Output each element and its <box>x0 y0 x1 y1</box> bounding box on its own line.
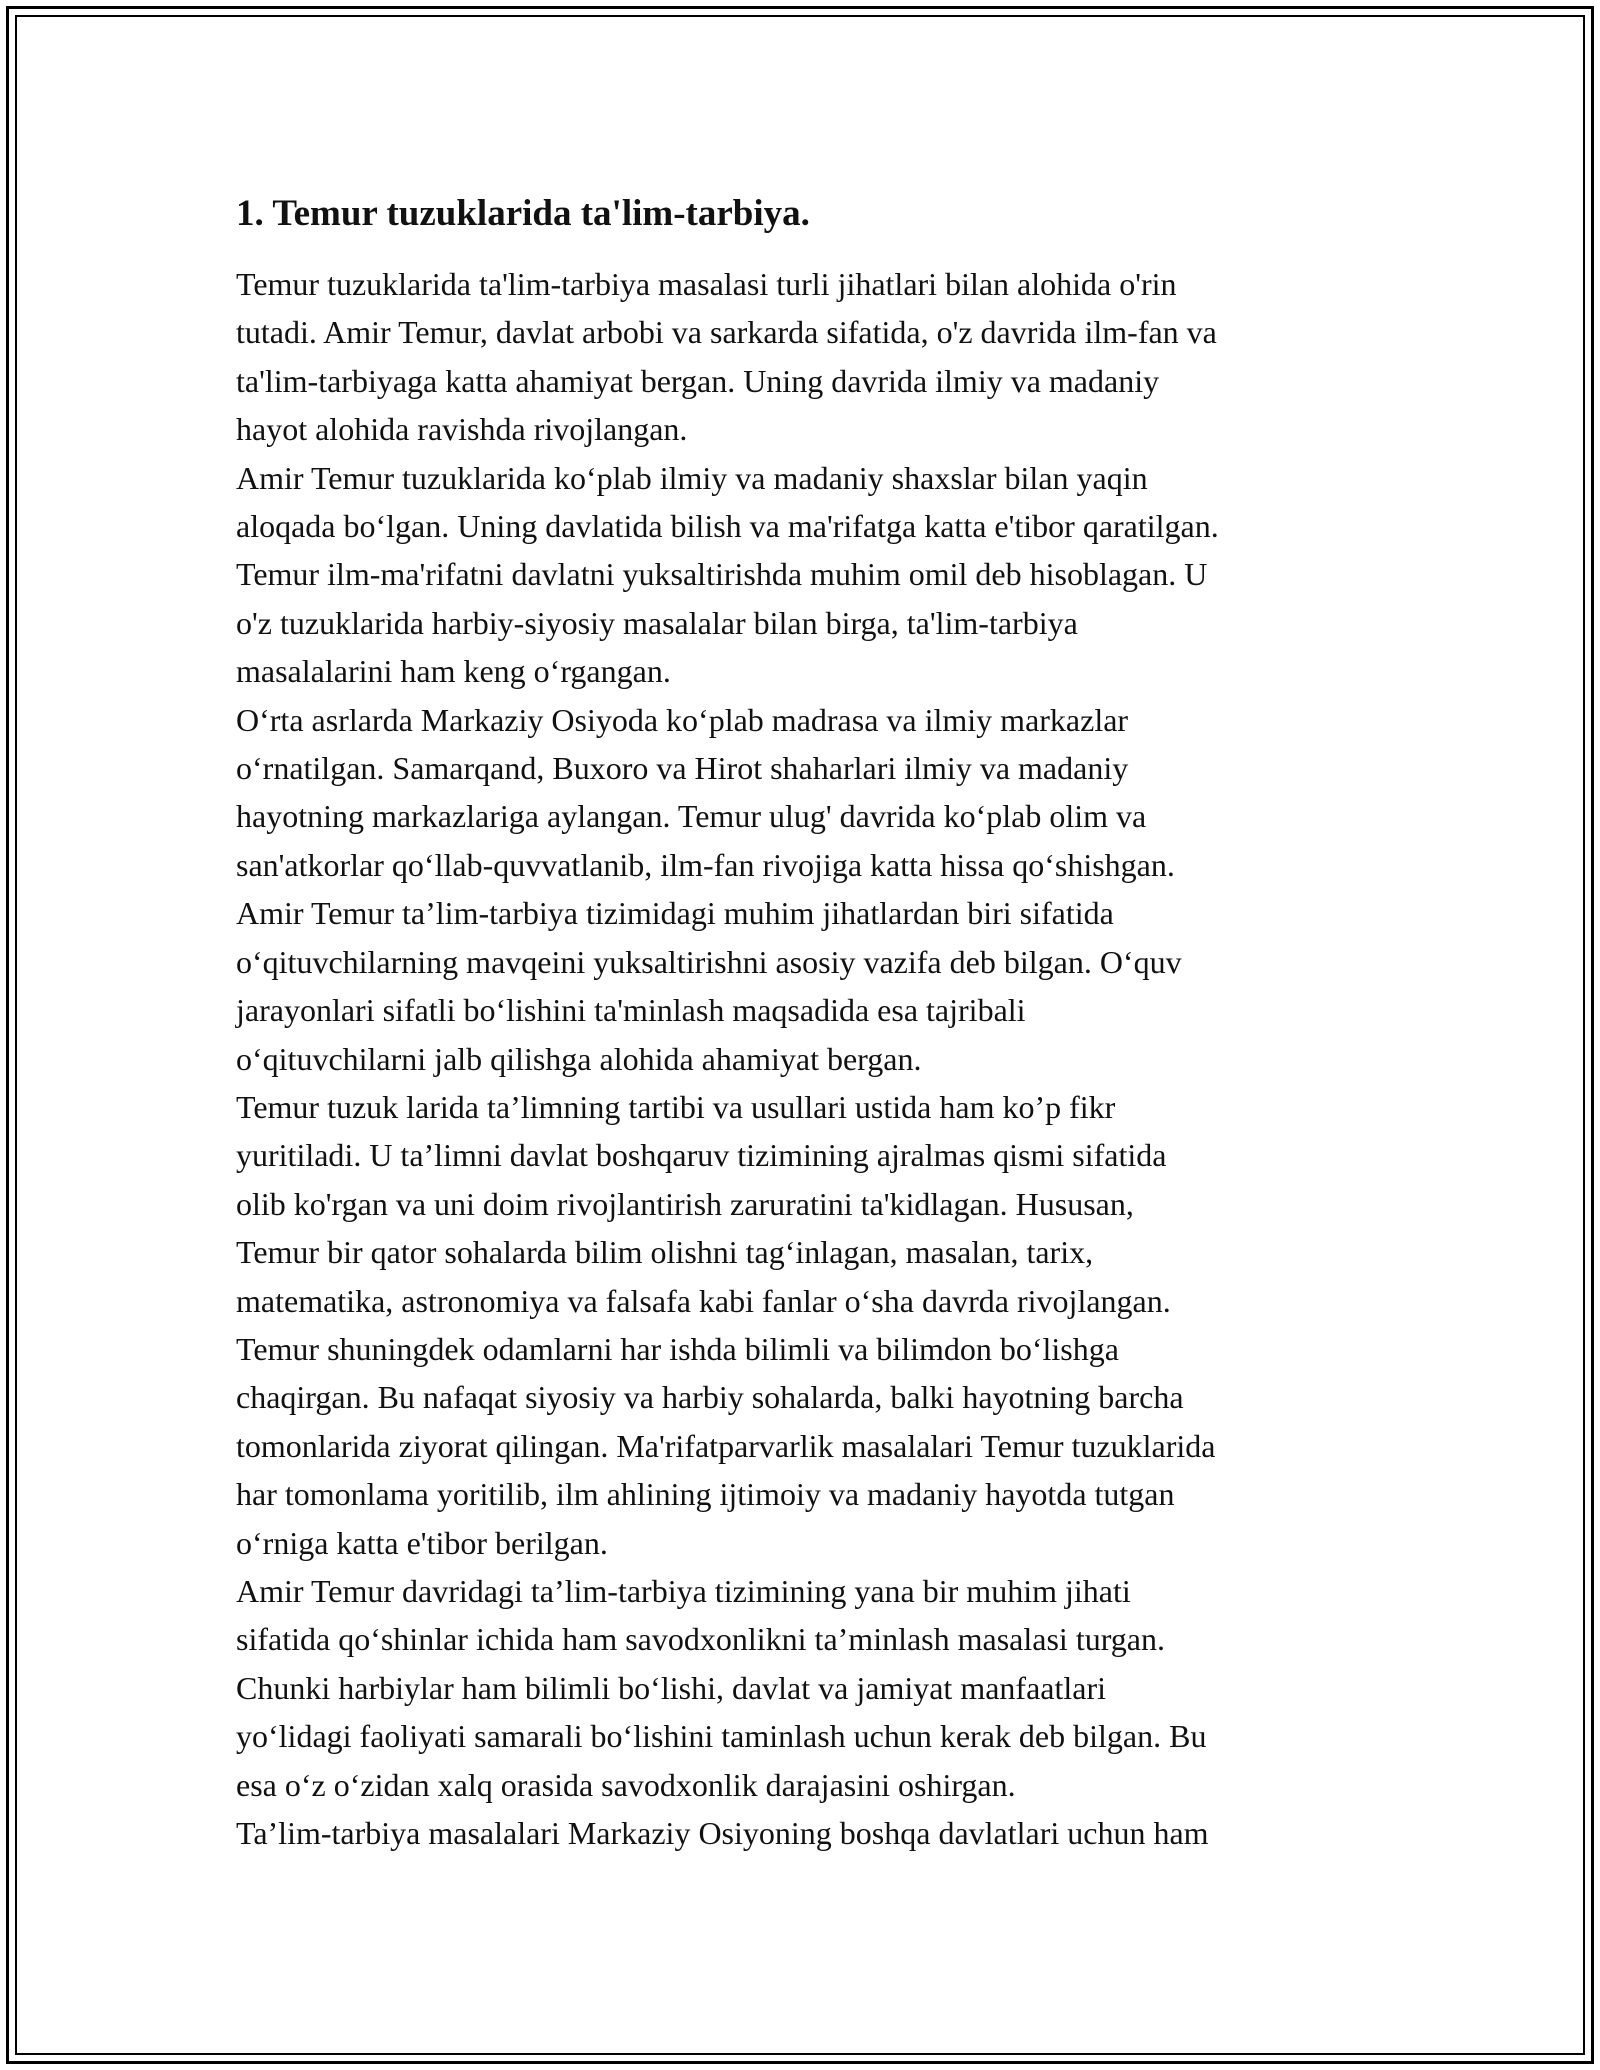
text-line: sifatida qo‘shinlar ichida ham savodxonlikni ta’minlash masalasi turgan. <box>236 1621 1165 1658</box>
text-line: masalalarini ham keng o‘rgangan. <box>236 653 671 690</box>
text-line: o‘qituvchilarning mavqeini yuksaltirishni asosiy vazifa deb bilgan. O‘quv <box>236 943 1182 980</box>
text-line: Ta’lim-tarbiya masalalari Markaziy Osiyoning boshqa davlatlari uchun ham <box>236 1815 1209 1851</box>
text-line: san'atkorlar qo‘llab-quvvatlanib, ilm-fan rivojiga katta hissa qo‘shishgan. <box>236 846 1175 883</box>
text-line: hayot alohida ravishda rivojlangan. <box>236 411 688 448</box>
text-line: hayotning markazlariga aylangan. Temur ulug' davrida ko‘plab olim va <box>236 798 1147 835</box>
text-line: tomonlarida ziyorat qilingan. Ma'rifatparvarlik masalalari Temur tuzuklarida <box>236 1427 1216 1464</box>
document-title: 1. Temur tuzuklarida ta'lim-tarbiya. <box>236 193 810 234</box>
text-line: Amir Temur tuzuklarida ko‘plab ilmiy va madaniy shaxslar bilan yaqin <box>236 459 1148 496</box>
text-line: Temur tuzuk larida ta’limning tartibi va usullari ustida ham ko’p fikr <box>236 1088 1116 1125</box>
text-line: O‘rta asrlarda Markaziy Osiyoda ko‘plab madrasa va ilmiy markazlar <box>236 701 1129 738</box>
text-line: yuritiladi. U ta’limni davlat boshqaruv tizimining ajralmas qismi sifatida <box>236 1137 1167 1174</box>
text-line: chaqirgan. Bu nafaqat siyosiy va harbiy sohalarda, balki hayotning barcha <box>236 1379 1184 1416</box>
text-line: Temur ilm-ma'rifatni davlatni yuksaltirishda muhim omil deb hisoblagan. U <box>236 556 1208 593</box>
text-line: har tomonlama yoritilib, ilm ahlining ijtimoiy va madaniy hayotda tutgan <box>236 1476 1175 1513</box>
text-line: o'z tuzuklarida harbiy-siyosiy masalalar bilan birga, ta'lim-tarbiya <box>236 604 1078 641</box>
text-line: Temur bir qator sohalarda bilim olishni tag‘inlagan, masalan, tarix, <box>236 1234 1094 1271</box>
text-line: o‘rnatilgan. Samarqand, Buxoro va Hirot shaharlari ilmiy va madaniy <box>236 750 1129 787</box>
text-line: jarayonlari sifatli bo‘lishini ta'minlash maqsadida esa tajribali <box>236 992 1026 1029</box>
text-line: Chunki harbiylar ham bilimli bo‘lishi, davlat va jamiyat manfaatlari <box>236 1669 1106 1706</box>
document-content <box>236 186 1376 1857</box>
text-line: Temur shuningdek odamlarni har ishda bilimli va bilimdon bo‘lishga <box>236 1330 1119 1367</box>
document-body <box>236 260 1376 1857</box>
text-line: tutadi. Amir Temur, davlat arbobi va sarkarda sifatida, o'z davrida ilm-fan va <box>236 314 1217 351</box>
text-line: esa o‘z o‘zidan xalq orasida savodxonlik darajasini oshirgan. <box>236 1766 1016 1803</box>
text-line: Temur tuzuklarida ta'lim-tarbiya masalasi turli jihatlari bilan alohida o'rin <box>236 266 1177 302</box>
text-line: Amir Temur davridagi ta’lim-tarbiya tizimining yana bir muhim jihati <box>236 1572 1131 1609</box>
text-line: aloqada bo‘lgan. Uning davlatida bilish va ma'rifatga katta e'tibor qaratilgan. <box>236 508 1219 545</box>
text-line: matematika, astronomiya va falsafa kabi fanlar o‘sha davrda rivojlangan. <box>236 1282 1171 1319</box>
text-line: olib ko'rgan va uni doim rivojlantirish zaruratini ta'kidlagan. Hususan, <box>236 1185 1134 1222</box>
text-line: Amir Temur ta’lim-tarbiya tizimidagi muhim jihatlardan biri sifatida <box>236 895 1114 932</box>
text-line: o‘rniga katta e'tibor berilgan. <box>236 1524 608 1561</box>
text-line: yo‘lidagi faoliyati samarali bo‘lishini taminlash uchun kerak deb bilgan. Bu <box>236 1718 1207 1755</box>
text-line: ta'lim-tarbiyaga katta ahamiyat bergan. Uning davrida ilmiy va madaniy <box>236 362 1160 399</box>
text-line: o‘qituvchilarni jalb qilishga alohida ahamiyat bergan. <box>236 1040 922 1077</box>
